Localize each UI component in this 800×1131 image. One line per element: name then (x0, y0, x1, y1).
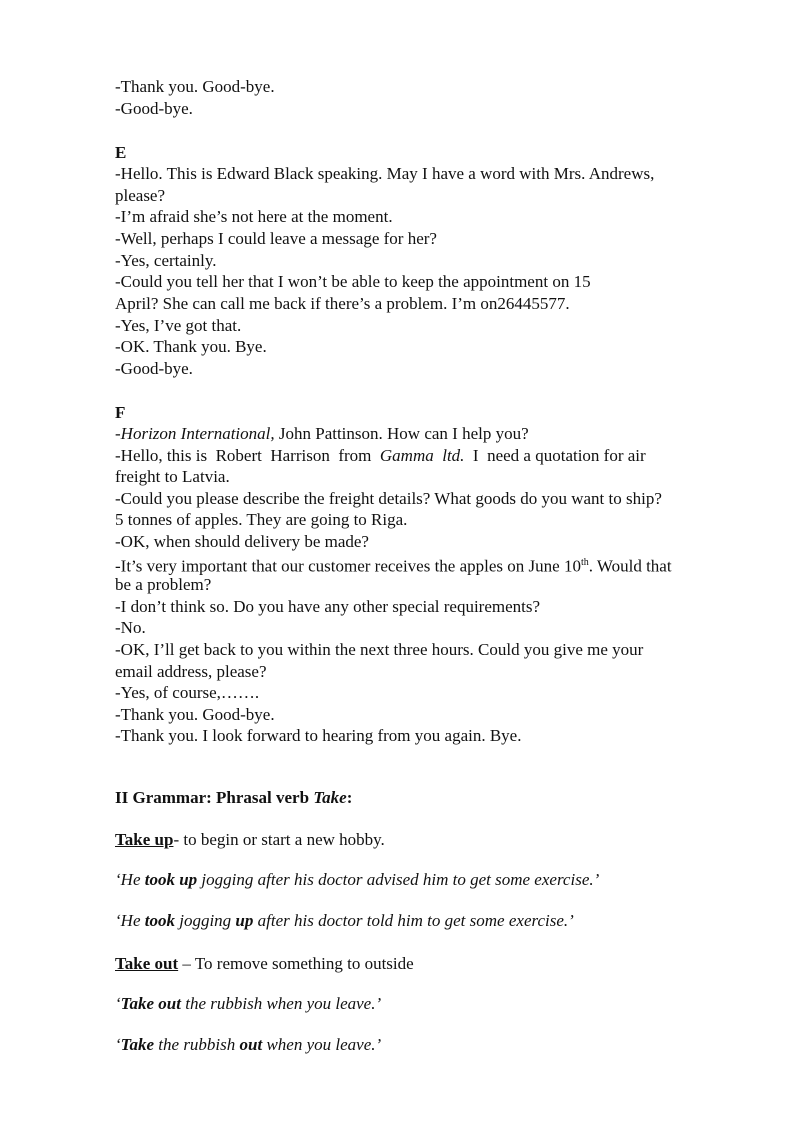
dialogue-line: -Yes, I’ve got that. (115, 316, 242, 335)
example-sentence (115, 993, 381, 1015)
company-name: Horizon International, (120, 424, 275, 443)
ordinal-suffix: th (580, 557, 589, 568)
line-text: I need a quotation for air (464, 446, 646, 465)
dialogue-line: 5 tonnes of apples. They are going to Riga. (115, 510, 408, 529)
example-sentence (115, 869, 599, 891)
dialogue-line: -Thank you. I look forward to hearing from you again. Bye. (115, 726, 522, 745)
dialogue-line: -OK. Thank you. Bye. (115, 337, 267, 356)
example-text: when you leave.’ (262, 1035, 382, 1054)
example-sentence (115, 910, 574, 932)
dialogue-line: be a problem? (115, 575, 212, 594)
example-verb: Take (120, 1035, 155, 1054)
example-text: jogging (174, 911, 236, 930)
line-text: -It’s very important that our customer receives the apples on June 10 (115, 556, 581, 576)
example-verb: Take out (120, 994, 181, 1013)
dialogue-line: please? (115, 186, 166, 205)
term-take-out: Take out (115, 954, 179, 973)
section-f-letter: F (115, 403, 126, 422)
line-text: John Pattinson. How can I help you? (274, 424, 529, 443)
dialogue-line: -OK, I’ll get back to you within the next three hours. Could you give me your (115, 640, 644, 659)
example-text: the rubbish (154, 1035, 240, 1054)
definition-text: – To remove something to outside (178, 954, 414, 973)
dialogue-line: freight to Latvia. (115, 467, 230, 486)
dialogue-line: -Good-bye. (115, 99, 193, 118)
grammar-heading (115, 787, 352, 809)
example-text: ‘He (115, 870, 145, 889)
definition-take-up (115, 829, 385, 851)
definition-take-out (115, 953, 414, 975)
definition-text: - to begin or start a new hobby. (173, 830, 385, 849)
dialogue-line: -Horizon International, John Pattinson. How can I help you? (115, 424, 529, 443)
example-text: ‘ (115, 1035, 121, 1054)
heading-verb: Take (313, 788, 347, 807)
dialogue-line: -OK, when should delivery be made? (115, 532, 369, 551)
dialogue-line: April? She can call me back if there’s a problem. I’m on26445577. (115, 294, 570, 313)
example-text: ‘ (115, 994, 121, 1013)
dialogue-line: -Could you please describe the freight details? What goods do you want to ship? (115, 489, 662, 508)
dialogue-line: -Yes, of course,……. (115, 683, 260, 702)
example-particle: up (235, 911, 254, 930)
example-verb: took up (144, 870, 198, 889)
line-text: . Would that (588, 556, 672, 576)
example-text: the rubbish when you leave.’ (180, 994, 382, 1013)
dialogue-line: -Good-bye. (115, 359, 193, 378)
dialogue-line: email address, please? (115, 662, 267, 681)
dialogue-line: -No. (115, 618, 146, 637)
company-name: Gamma ltd. (379, 446, 465, 465)
dialogue-line: -Could you tell her that I won’t be able to keep the appointment on 15 (115, 272, 591, 291)
example-particle: out (239, 1035, 263, 1054)
term-take-up: Take up (115, 830, 174, 849)
heading-text: II Grammar: Phrasal verb (115, 788, 314, 807)
example-text: ‘He (115, 911, 145, 930)
dialogue-line: -I don’t think so. Do you have any other special requirements? (115, 597, 541, 616)
dialogue-line: -Yes, certainly. (115, 251, 217, 270)
heading-colon: : (346, 788, 353, 807)
example-text: after his doctor told him to get some exercise.’ (253, 911, 574, 930)
dialogue-line: -Well, perhaps I could leave a message for her? (115, 229, 437, 248)
example-text: jogging after his doctor advised him to get some exercise.’ (197, 870, 600, 889)
dialogue-line (115, 445, 646, 467)
example-sentence (115, 1034, 381, 1056)
line-text: -Hello, this is Robert Harrison from (115, 446, 380, 465)
dialogue-line: -Thank you. Good-bye. (115, 705, 275, 724)
dialogue-line: -I’m afraid she’s not here at the moment. (115, 207, 393, 226)
section-e-letter: E (115, 143, 127, 162)
dialogue-line: -Thank you. Good-bye. (115, 77, 275, 96)
dialogue-line: -Hello. This is Edward Black speaking. May I have a word with Mrs. Andrews, (115, 164, 655, 183)
example-verb: took (144, 911, 175, 930)
